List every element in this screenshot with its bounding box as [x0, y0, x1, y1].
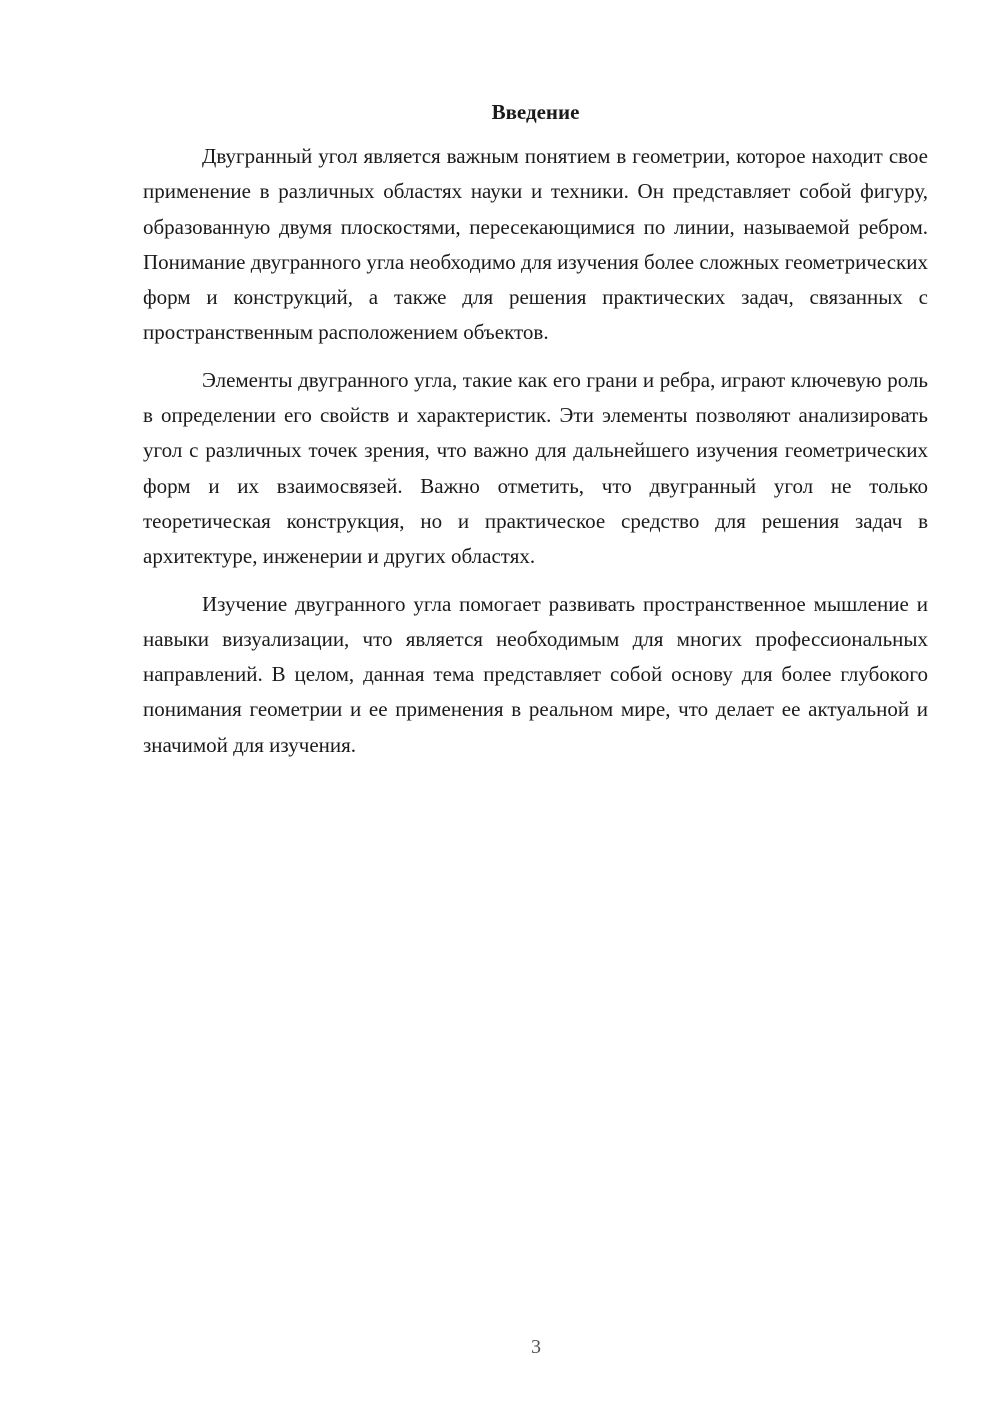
section-heading: Введение [491, 100, 580, 124]
paragraph-1: Двугранный угол является важным понятием в геометрии, которое находит свое применение в различных областях науки и техники. Он представляет собой фигуру, образованную двумя плоскостями, пересекающимися по линии, называемой ребром. Понимание двугранного угла необходимо для изучения более сложных геометрических форм и конструкций, а также для решения практических задач, связанных с пространственным расположением объектов. [143, 144, 928, 345]
page-number: 3 [531, 1336, 541, 1358]
page-content [143, 97, 928, 763]
paragraph-3: Изучение двугранного угла помогает развивать пространственное мышление и навыки визуализации, что является необходимым для многих профессиональных направлений. В целом, данная тема представляет собой основу для более глубокого понимания геометрии и ее применения в реальном мире, что делает ее актуальной и значимой для изучения. [143, 591, 928, 757]
paragraph-2: Элементы двугранного угла, такие как его грани и ребра, играют ключевую роль в определении его свойств и характеристик. Эти элементы позволяют анализировать угол с различных точек зрения, что важно для дальнейшего изучения геометрических форм и их взаимосвязей. Важно отметить, что двугранный угол не только теоретическая конструкция, но и практическое средство для решения задач в архитектуре, инженерии и других областях. [143, 367, 928, 569]
